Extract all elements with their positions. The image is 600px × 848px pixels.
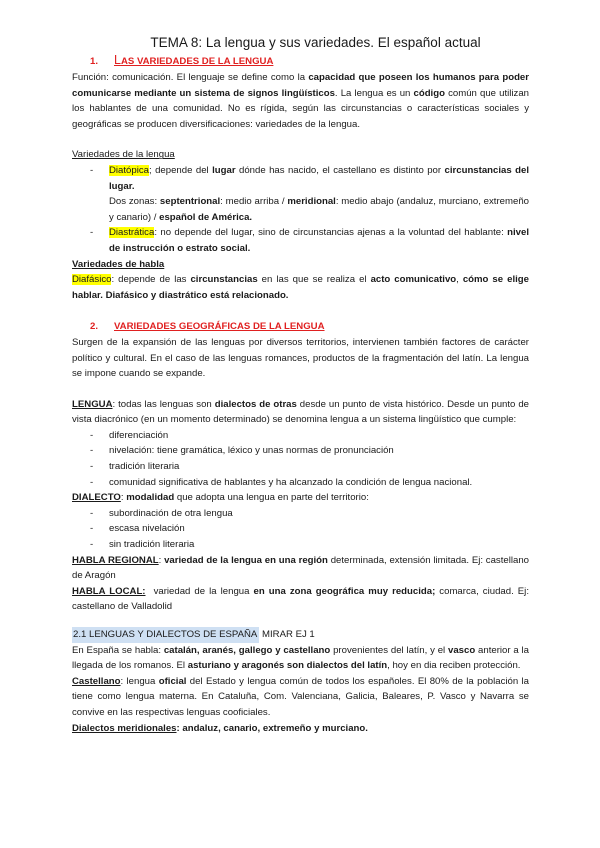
section-1-heading-text: AS VARIEDADES DE LA LENGUA (120, 56, 274, 67)
list-item: - sin tradición literaria (72, 537, 529, 553)
list-item: - comunidad significativa de hablantes y ha alcanzado la condición de lengua nacional. (72, 475, 529, 491)
list-item: - nivelación: tiene gramática, léxico y unas normas de pronunciación (72, 443, 529, 459)
list-item: - diferenciación (72, 428, 529, 444)
list-item-diatopica: - Diatópica; depende del lugar dónde has nacido, el castellano es distinto por circunstancias del lugar. (72, 163, 529, 194)
variedades-lengua-heading: Variedades de la lengua (72, 149, 175, 161)
section-2-intro: Surgen de la expansión de las lenguas por diversos territorios, intervienen también factores de carácter político y cultural. En el caso de las lenguas romances, productos de la fragmentación del latín. La lengua se impone cuando se expande. (72, 336, 529, 380)
habla-local-paragraph: HABLA LOCAL: variedad de la lengua en una zona geográfica muy reducida; comarca, ciudad. Ej: castellano de Valladolid (72, 585, 529, 613)
section-2-number: 2. (90, 321, 99, 333)
document-title: TEMA 8: La lengua y sus variedades. El español actual (150, 35, 481, 50)
term-lengua: LENGUA (72, 398, 113, 410)
list-item: - subordinación de otra lengua (72, 506, 529, 522)
variedades-lengua-list (72, 163, 529, 194)
section-1-heading (72, 52, 529, 70)
habla-regional-paragraph: HABLA REGIONAL: variedad de la lengua en una región determinada, extensión limitada. Ej: castellano de Aragón (72, 554, 529, 582)
term-dialectos-meridionales: Dialectos meridionales (72, 722, 177, 734)
list-item: - tradición literaria (72, 459, 529, 475)
lengua-criteria-list (72, 428, 529, 490)
diafasico-paragraph: Diafásico: depende de las circunstancias en las que se realiza el acto comunicativo, cómo se elige hablar. Diafásico y diastrático está relacionado. (72, 274, 529, 301)
variedades-habla-heading: Variedades de habla (72, 258, 165, 270)
list-item: - escasa nivelación (72, 521, 529, 537)
term-habla-local: HABLA LOCAL: (72, 585, 146, 597)
section-1-intro: Función: comunicación. El lenguaje se define como la capacidad que poseen los humanos para poder comunicarse mediante un sistema de signos lingüísticos. La lengua es un código común que utilizan los hablantes de una comunidad. No es rígida, según las circunstancias o características sociales y geográficas se producen diversificaciones: variedades de la lengua. (72, 72, 529, 130)
term-diastratica: Diastrática (109, 227, 155, 239)
dialecto-criteria-list (72, 506, 529, 553)
dialecto-paragraph: DIALECTO: modalidad que adopta una lengua en parte del territorio: (72, 492, 369, 504)
list-item-diastratica: - Diastrática: no depende del lugar, sino de circunstancias ajenas a la voluntad del hablante: nivel de instrucción o estrato social. (72, 225, 529, 256)
term-castellano: Castellano (72, 675, 121, 687)
castellano-paragraph: Castellano: lengua oficial del Estado y lengua común de todos los españoles. El 80% de la población la tiene como lengua materna. En Cataluña, Com. Valenciana, Galicia, Baleares, P. Vasco y Navarra se convive en las respectivas lenguas cooficiales. (72, 675, 529, 718)
dos-zonas-paragraph: Dos zonas: septentrional: medio arriba / meridional: medio abajo (andaluz, murciano, extremeño y canario) / español de América. (109, 196, 529, 223)
espana-lenguas-paragraph: En España se habla: catalán, aranés, gallego y castellano provenientes del latín, y el vasco anterior a la llegada de los romanos. El asturiano y aragonés son dialectos del latín, hoy en dia reciben protección. (72, 644, 529, 672)
term-diafasico: Diafásico (72, 274, 112, 286)
section-1-number: 1. (90, 56, 99, 67)
section-2-1-note: MIRAR EJ 1 (261, 629, 315, 640)
section-2-heading-text: VARIEDADES GEOGRÁFICAS DE LA LENGUA (114, 321, 325, 333)
term-dialecto: DIALECTO (72, 492, 121, 504)
section-2-1-heading: 2.1 LENGUAS Y DIALECTOS DE ESPAÑA (72, 627, 259, 643)
dialectos-meridionales-paragraph: Dialectos meridionales: andaluz, canario, extremeño y murciano. (72, 722, 368, 734)
term-diatopica: Diatópica (109, 164, 149, 176)
section-2-heading (72, 319, 529, 335)
lengua-paragraph: LENGUA: todas las lenguas son dialectos de otras desde un punto de vista histórico. Desde un punto de vista diacrónico (en un momento determinado) se denomina lengua a un sistema lingüístico que cumple: (72, 398, 529, 426)
term-habla-regional: HABLA REGIONAL (72, 554, 159, 566)
section-2-1-heading-row (72, 627, 529, 643)
section-1-initial: L (114, 53, 121, 67)
